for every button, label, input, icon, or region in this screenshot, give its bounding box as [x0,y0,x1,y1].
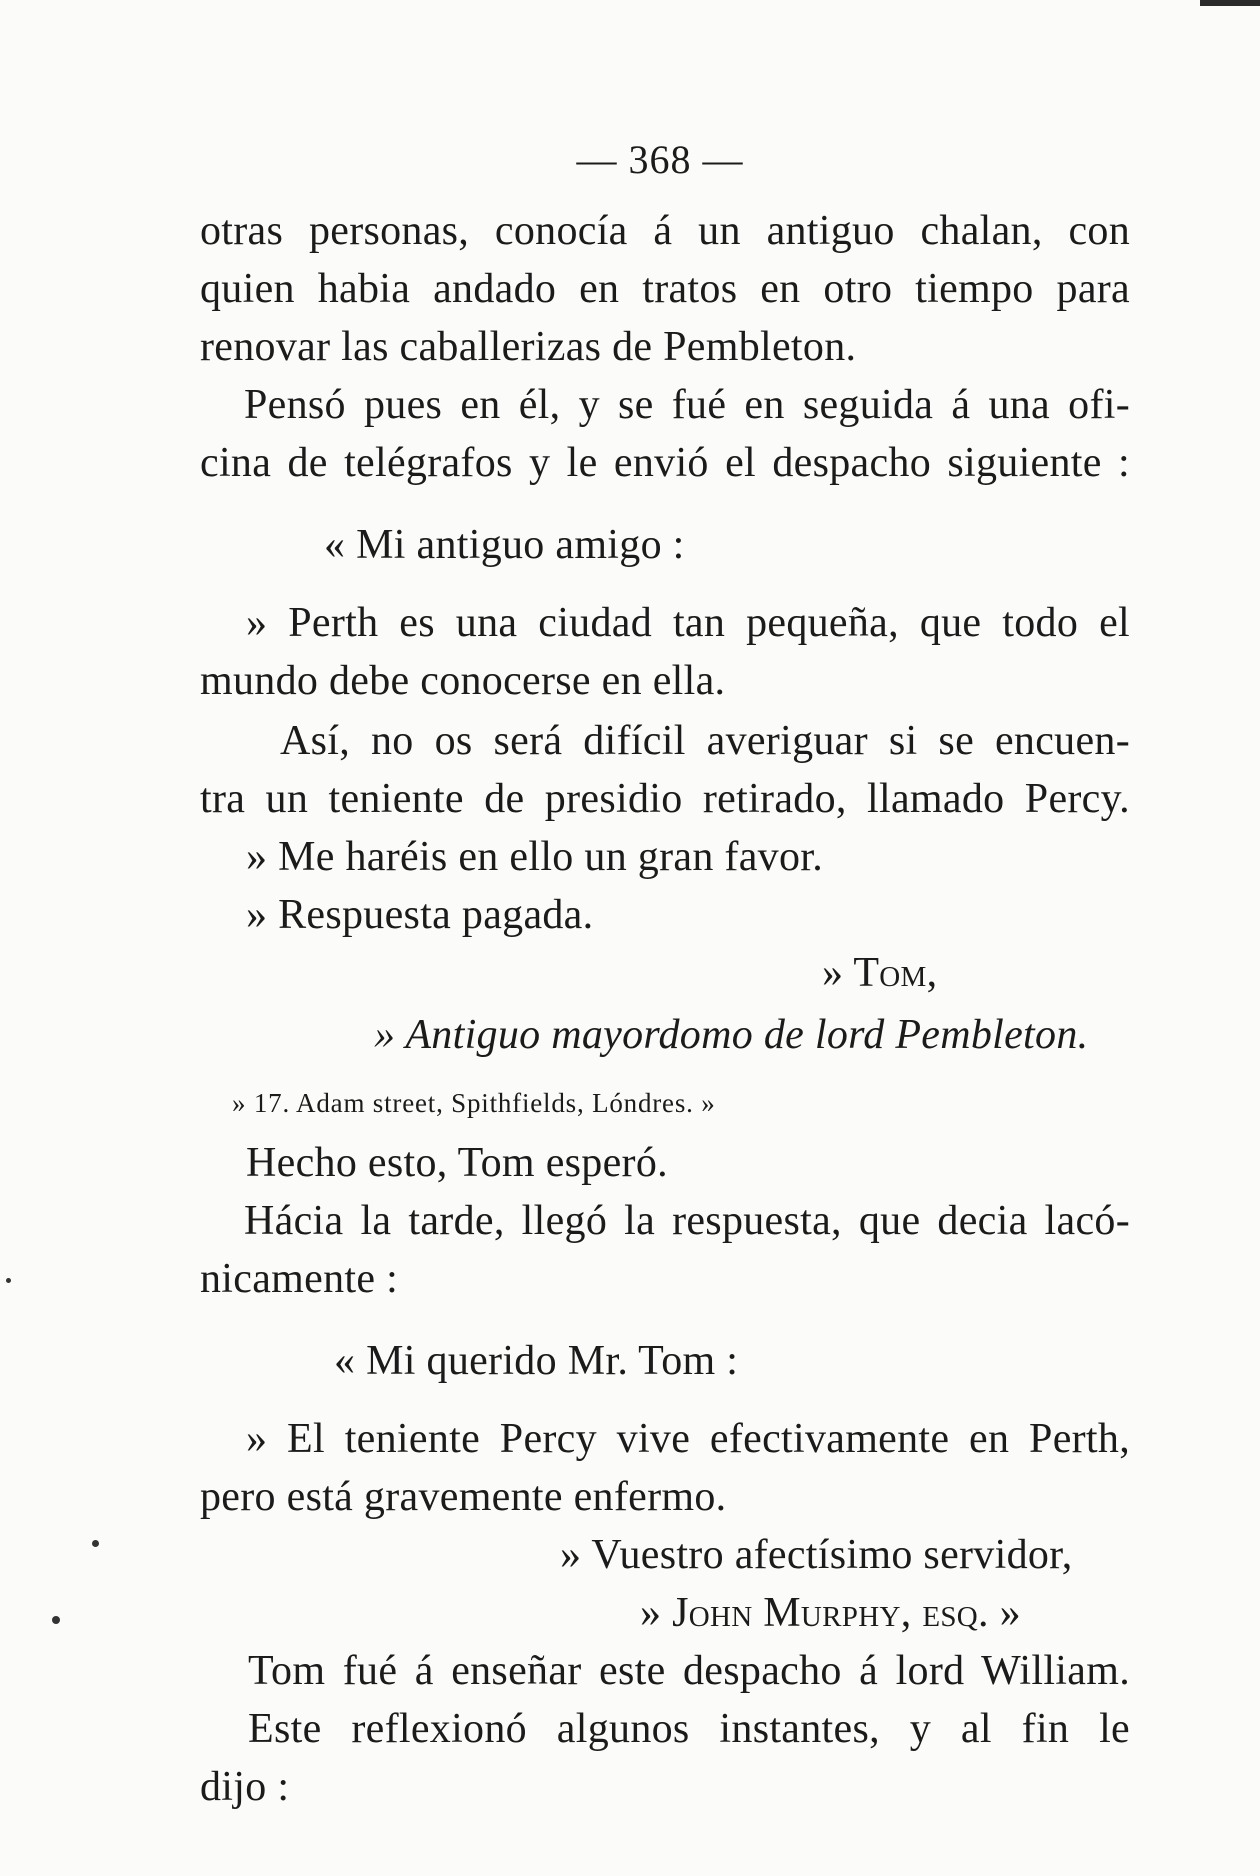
text-line: tra un teniente de presidio retirado, llamado Percy. [200,776,1130,822]
page-number: — 368 — [576,137,744,182]
signature-name: » John Murphy, esq. » [640,1590,1021,1636]
text-line: dijo : [200,1764,290,1810]
text-line: Tom fué á enseñar este despacho á lord William. [248,1648,1130,1694]
text-line: » El teniente Percy vive efectivamente en Perth, [246,1416,1130,1462]
ink-speck [92,1540,99,1547]
text-line: Así, no os será difícil averiguar si se encuen- [280,718,1130,764]
text-line: » Respuesta pagada. [246,892,594,938]
text-line: Pensó pues en él, y se fué en seguida á una ofi- [244,382,1130,428]
text-line: otras personas, conocía á un antiguo chalan, con [200,208,1130,254]
text-line: » Perth es una ciudad tan pequeña, que todo el [246,600,1130,646]
greeting-line: « Mi antiguo amigo : [324,522,685,568]
text-line: mundo debe conocerse en ella. [200,658,726,704]
text-line: renovar las caballerizas de Pembleton. [200,324,857,370]
text-line: Hecho esto, Tom esperó. [246,1140,668,1186]
text-line: pero está gravemente enfermo. [200,1474,727,1520]
text-line: » Me haréis en ello un gran favor. [246,834,824,880]
text-line: quien habia andado en tratos en otro tiempo para [200,266,1130,312]
greeting-line: « Mi querido Mr. Tom : [334,1338,739,1384]
ink-speck [6,1278,11,1283]
signature-name: » Tom, [822,950,938,996]
closing-line: » Vuestro afectísimo servidor, [560,1532,1073,1578]
text-line: cina de telégrafos y le envió el despacho siguiente : [200,440,1130,486]
ink-speck [52,1616,60,1624]
scan-edge-mark [1200,0,1260,6]
text-line: nicamente : [200,1256,399,1302]
text-line: Este reflexionó algunos instantes, y al fin le [248,1706,1130,1752]
text-line: Hácia la tarde, llegó la respuesta, que decia lacó- [244,1198,1130,1244]
signature-title: » Antiguo mayordomo de lord Pembleton. [374,1012,1089,1058]
address-line: » 17. Adam street, Spithfields, Lóndres. » [232,1088,716,1118]
